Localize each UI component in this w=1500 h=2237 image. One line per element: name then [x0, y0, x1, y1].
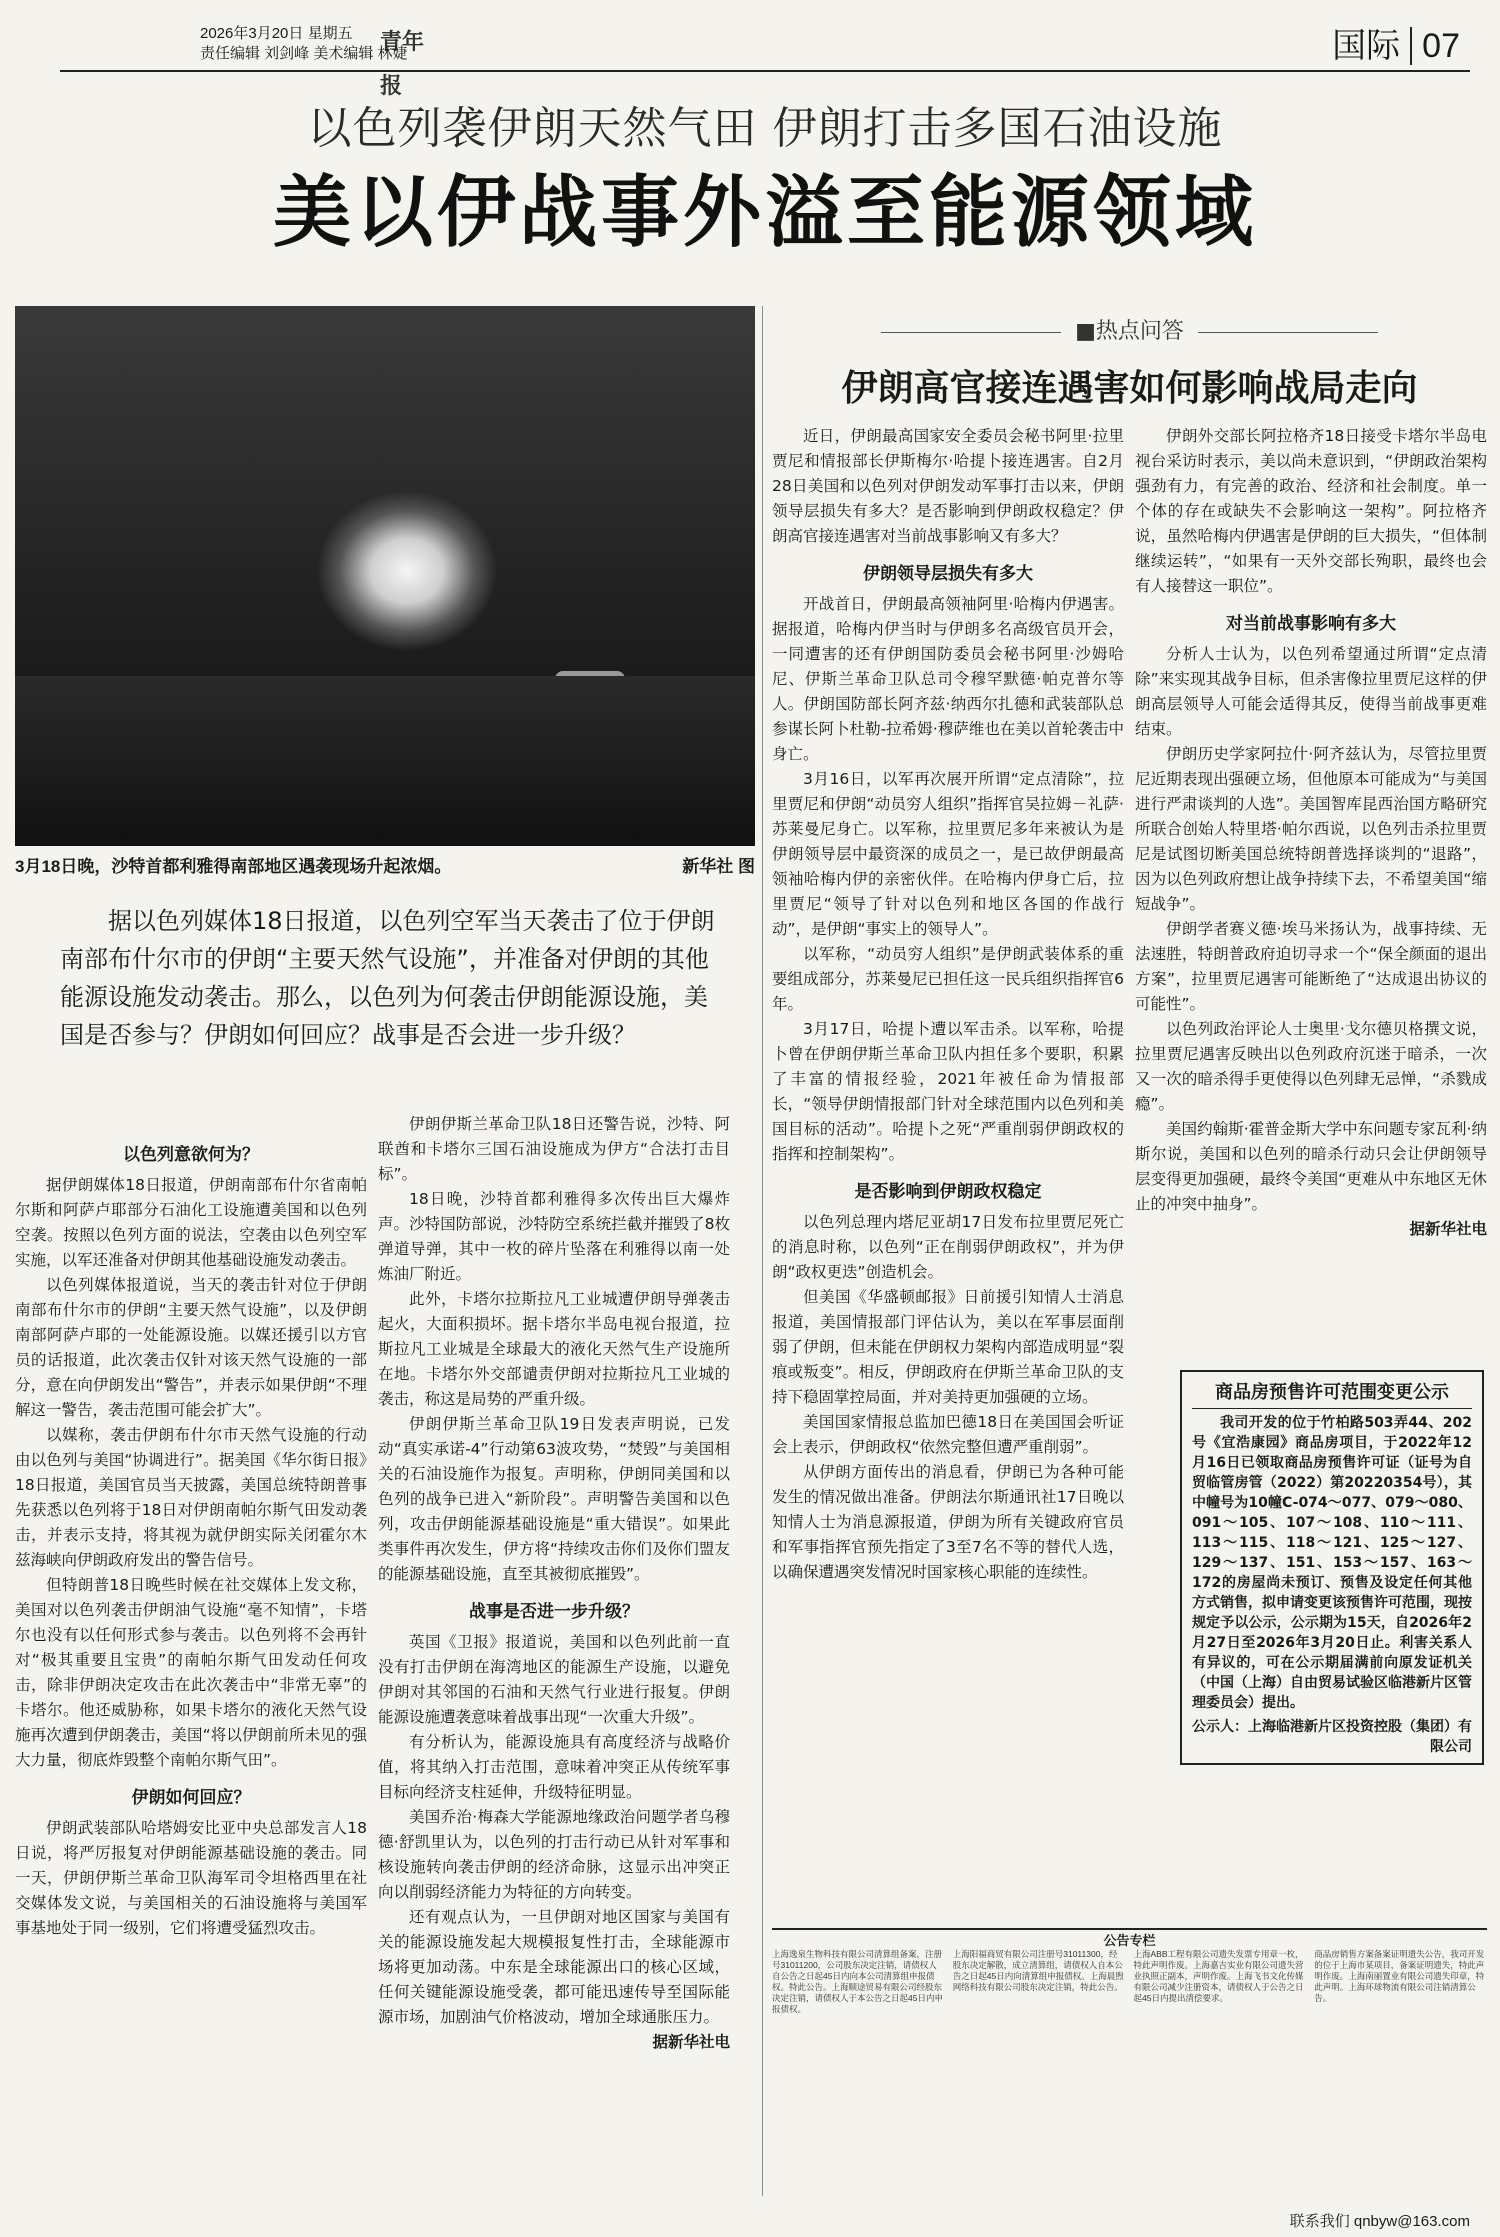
ad-text: 上海逸泉生物科技有限公司清算组备案，注册号31011200，公司股东决定注销，请债权人自公告之日起45日内向本公司清算组申报债权。特此公告。上海顺途贸易有限公司经股东决定注销，请债权人于本公告之日起45日内申报债权。: [772, 1949, 943, 2014]
article-signature: 据新华社电: [652, 2033, 730, 2051]
paragraph: 以媒称，袭击伊朗布什尔市天然气设施的行动由以色列与美国“协调进行”。据美国《华尔街日报》18日报道，美国官员当天披露，美国总统特朗普事先获悉以色列将于18日对伊朗南帕尔斯气田发动袭击，并表示支持，将其视为就伊朗实际关闭霍尔木兹海峡向伊朗政府发出的警告信号。: [15, 1426, 367, 1569]
section-heading: 伊朗如何回应？: [131, 1788, 251, 1808]
article-left-col1: [15, 1130, 367, 2190]
notice-signature: 公示人：上海临港新片区投资控股（集团）有限公司: [1192, 1719, 1472, 1755]
ads-column: [1314, 1949, 1487, 2017]
paragraph: 开战首日，伊朗最高领袖阿里·哈梅内伊遇害。据报道，哈梅内伊当时与伊朗多名高级官员开会，一同遭害的还有伊朗国防委员会秘书阿里·沙姆哈尼、伊斯兰革命卫队总司令穆罕默德·帕克普尔等人。伊朗国防部长阿齐兹·纳西尔扎德和武装部队总参谋长阿卜杜勒-拉希姆·穆萨维也在美以首轮袭击中身亡。: [772, 595, 1124, 763]
paragraph: 3月17日，哈提卜遭以军击杀。以军称，哈提卜曾在伊朗伊斯兰革命卫队内担任多个要职，积累了丰富的情报经验，2021年被任命为情报部长，“领导伊朗情报部门针对全球范围内以色列和美国目标的活动”。哈提卜之死“严重削弱伊朗政权的指挥和控制架构”。: [772, 1020, 1124, 1163]
section-heading: 是否影响到伊朗政权稳定: [854, 1182, 1042, 1202]
ads-column: [1134, 1949, 1307, 2017]
paragraph: 以军称，“动员穷人组织”是伊朗武装体系的重要组成部分，苏莱曼尼已担任这一民兵组织指挥官6年。: [772, 945, 1124, 1013]
paragraph: 伊朗伊斯兰革命卫队18日还警告说，沙特、阿联酋和卡塔尔三国石油设施成为伊方“合法打击目标”。: [378, 1115, 730, 1183]
issue-date: 2026年3月20日 星期五: [200, 25, 353, 42]
paragraph: 美国国家情报总监加巴德18日在美国国会听证会上表示，伊朗政权“依然完整但遭严重削弱”。: [772, 1413, 1124, 1456]
paragraph: 以色列媒体报道说，当天的袭击针对位于伊朗南部布什尔市的伊朗“主要天然气设施”，以及伊朗南部阿萨卢耶的一处能源设施。以媒还援引以方官员的话报道，此次袭击仅针对该天然气设施的一部分，意在向伊朗发出“警告”，并表示如果伊朗“不理解这一警告，袭击范围可能会扩大”。: [15, 1276, 367, 1419]
footer-contact: 联系我们 qnbyw@163.com: [1289, 2213, 1470, 2230]
paragraph: 美国乔治·梅森大学能源地缘政治问题学者乌穆德·舒凯里认为，以色列的打击行动已从针对军事和核设施转向袭击伊朗的经济命脉，这显示出冲突正向以削弱经济能力为特征的方向转变。: [378, 1808, 730, 1901]
caption-text: 3月18日晚，沙特首都利雅得南部地区遇袭现场升起浓烟。: [15, 857, 452, 876]
ad-text: 商品房销售方案备案证明遗失公告，我司开发的位于上海市某项目，备案证明遗失，特此声明作废。上海南丽置业有限公司遗失印章，特此声明。上海环球物流有限公司注销清算公告。: [1314, 1949, 1485, 2003]
photo-credit: 新华社 图: [682, 857, 755, 876]
classified-ads: [772, 1928, 1487, 2202]
ad-text: 上海阳福商贸有限公司注册号31011300，经股东决定解散，成立清算组，请债权人自本公告之日起45日内向清算组申报债权。上海晨煦网络科技有限公司股东决定注销，特此公告。: [952, 1949, 1124, 1992]
paragraph: 以色列总理内塔尼亚胡17日发布拉里贾尼死亡的消息时称，以色列“正在削弱伊朗政权”，并为伊朗“政权更迭”创造机会。: [772, 1213, 1124, 1281]
paragraph: 3月16日，以军再次展开所谓“定点清除”，拉里贾尼和伊朗“动员穷人组织”指挥官吴拉姆－礼萨·苏莱曼尼身亡。以军称，拉里贾尼多年来被认为是伊朗领导层中最资深的成员之一，是已故伊朗最高领袖哈梅内伊的亲密伙伴。在哈梅内伊身亡后，拉里贾尼“领导了针对以色列和地区各国的作战行动”，是伊朗“事实上的领导人”。: [772, 770, 1124, 938]
section-heading: 对当前战事影响有多大: [1226, 614, 1396, 634]
paragraph: 此外，卡塔尔拉斯拉凡工业城遭伊朗导弹袭击起火，大面积损坏。据卡塔尔半岛电视台报道，拉斯拉凡工业城是全球最大的液化天然气生产设施所在地。卡塔尔外交部谴责伊朗对拉斯拉凡工业城的袭击，称这是局势的严重升级。: [378, 1290, 730, 1408]
section-name: 国际: [1332, 27, 1401, 65]
paragraph: 伊朗伊斯兰革命卫队19日发表声明说，已发动“真实承诺-4”行动第63波攻势，“焚毁”与美国相关的石油设施作为报复。声明称，伊朗同美国和以色列的战争已进入“新阶段”。声明警告美国和以色列，攻击伊朗能源基础设施是“重大错误”。如果此类事件再次发生，伊方将“持续攻击你们及你们盟友的能源基础设施，直至其被彻底摧毁”。: [378, 1415, 730, 1583]
ad-text: 上海ABB工程有限公司遗失发票专用章一枚，特此声明作废。上海嘉吉实业有限公司遗失营业执照正副本，声明作废。上海飞书文化传媒有限公司减少注册资本，请债权人于公告之日起45日内提出清偿要求。: [1133, 1949, 1304, 2003]
column-divider: [762, 306, 763, 2196]
lead-paragraph: 据以色列媒体18日报道，以色列空军当天袭击了位于伊朗南部布什尔市的伊朗“主要天然气设施”，并准备对伊朗的其他能源设施发动袭击。那么，以色列为何袭击伊朗能源设施，美国是否参与？伊朗如何回应？战事是否会进一步升级？: [60, 907, 715, 1049]
paragraph: 英国《卫报》报道说，美国和以色列此前一直没有打击伊朗在海湾地区的能源生产设施，以避免伊朗对其邻国的石油和天然气行业进行报复。伊朗能源设施遭袭意味着战事出现“一次重大升级”。: [378, 1633, 730, 1726]
newspaper-logo: 青年报: [380, 29, 425, 99]
news-photo: [15, 306, 755, 846]
ads-column: [953, 1949, 1126, 2017]
presale-notice: [1180, 1370, 1484, 1765]
header-rule: [60, 70, 1470, 72]
headline-kicker: 以色列袭伊朗天然气田 伊朗打击多国石油设施: [307, 103, 1223, 154]
paragraph: 分析人士认为，以色列希望通过所谓“定点清除”来实现其战争目标，但杀害像拉里贾尼这样的伊朗高层领导人可能会适得其反，使得当前战事更难结束。: [1135, 645, 1487, 738]
paragraph: 以色列政治评论人士奥里·戈尔德贝格撰文说，拉里贾尼遇害反映出以色列政府沉迷于暗杀，一次又一次的暗杀得手更使得以色列肆无忌惮，“杀戮成瘾”。: [1135, 1020, 1487, 1113]
article-signature: 据新华社电: [1409, 1220, 1487, 1238]
page-number: 07: [1410, 27, 1460, 65]
section-heading: 以色列意欲何为？: [123, 1145, 259, 1165]
column-kicker: ■热点问答: [772, 314, 1487, 345]
ads-column: [772, 1949, 945, 2017]
paragraph: 伊朗武装部队哈塔姆安比亚中央总部发言人18日说，将严厉报复对伊朗能源基础设施的袭击。同一天，伊朗伊斯兰革命卫队海军司令坦格西里在社交媒体发文说，与美国相关的石油设施将与美国军事基地处于同一级别，它们将遭受猛烈攻击。: [15, 1819, 367, 1937]
ads-title: 公告专栏: [1103, 1933, 1156, 1948]
article-right-col2: [1135, 424, 1487, 1344]
paragraph: 有分析认为，能源设施具有高度经济与战略价值，将其纳入打击范围，意味着冲突正从传统军事目标向经济支柱延伸，升级特征明显。: [378, 1733, 730, 1801]
section-heading: 伊朗领导层损失有多大: [863, 564, 1033, 584]
paragraph: 伊朗外交部长阿拉格齐18日接受卡塔尔半岛电视台采访时表示，美以尚未意识到，“伊朗政治架构强劲有力，有完善的政治、经济和社会制度。单一个体的存在或缺失不会影响这一架构”。阿拉格齐说，虽然哈梅内伊遇害是伊朗的巨大损失，“但体制继续运转”，“如果有一天外交部长殉职，最终也会有人接替这一职位”。: [1135, 427, 1487, 595]
section-heading: 战事是否进一步升级？: [469, 1602, 639, 1622]
notice-title: 商品房预售许可范围变更公示: [1192, 1378, 1472, 1409]
paragraph: 从伊朗方面传出的消息看，伊朗已为各种可能发生的情况做出准备。伊朗法尔斯通讯社17日晚以知情人士为消息源报道，伊朗为所有关键政府官员和军事指挥官预先指定了3至7名不等的替代人选，以确保遭遇突发情况时国家核心职能的连续性。: [772, 1463, 1124, 1581]
notice-body: 我司开发的位于竹柏路503弄44、202号《宜浩康园》商品房项目，于2022年12月16日已领取商品房预售许可证（证号为自贸临管房管（2022）第20220354号），其中幢号为10幢C-074～077、079～080、091～105、107～108、110～111、113～115、118～121、125～127、129～137、151、153～157、163～172的房屋尚未预订、预售及设定任何其他方式销售，拟申请变更该预售许可范围，现按规定予以公示，公示期为15天，自2026年2月27日至2026年3月20日止。利害关系人有异议的，可在公示期届满前向原发证机关（中国（上海）自由贸易试验区临港新片区管理委员会）提出。: [1192, 1415, 1472, 1711]
paragraph: 伊朗历史学家阿拉什·阿齐兹认为，尽管拉里贾尼近期表现出强硬立场，但他原本可能成为“与美国进行严肃谈判的人选”。美国智库昆西治国方略研究所联合创始人特里塔·帕尔西说，以色列击杀拉里贾尼是试图切断美国总统特朗普选择谈判的“退路”，因为以色列政府想让战争持续下去，不希望美国“缩短战争”。: [1135, 745, 1487, 913]
article-right-col1: [772, 424, 1124, 1914]
section-label: [1322, 18, 1460, 67]
article-headline: 伊朗高官接连遇害如何影响战局走向: [841, 368, 1418, 409]
paragraph: 伊朗学者赛义德·埃马米扬认为，战事持续、无法速胜，特朗普政府迫切寻求一个“保全颜面的退出方案”，拉里贾尼遇害可能断绝了“达成退出协议的可能性”。: [1135, 920, 1487, 1013]
paragraph: 美国约翰斯·霍普金斯大学中东问题专家瓦利·纳斯尔说，美国和以色列的暗杀行动只会让伊朗领导层变得更加强硬，最终令美国“更难从中东地区无休止的冲突中抽身”。: [1135, 1120, 1487, 1213]
headline-main: 美以伊战事外溢至能源领域: [272, 168, 1257, 258]
page-header: [60, 18, 1460, 99]
paragraph: 18日晚，沙特首都利雅得多次传出巨大爆炸声。沙特国防部说，沙特防空系统拦截并摧毁了8枚弹道导弹，其中一枚的碎片坠落在利雅得以南一处炼油厂附近。: [378, 1190, 730, 1283]
photo-ground: [15, 676, 755, 846]
editors-credit: 责任编辑 刘剑峰 美术编辑 林婕: [200, 45, 408, 62]
paragraph: 但美国《华盛顿邮报》日前援引知情人士消息报道，美国情报部门评估认为，美以在军事层面削弱了伊朗，但未能在伊朗权力架构内部造成明显“裂痕或叛变”。相反，伊朗政府在伊斯兰革命卫队的支持下稳固掌控局面，并对美持更加强硬的立场。: [772, 1288, 1124, 1406]
paragraph: 近日，伊朗最高国家安全委员会秘书阿里·拉里贾尼和情报部长伊斯梅尔·哈提卜接连遇害。自2月28日美国和以色列对伊朗发动军事打击以来，伊朗领导层损失有多大？是否影响到伊朗政权稳定？伊朗高官接连遇害对当前战事影响又有多大？: [772, 427, 1124, 545]
photo-caption: [15, 852, 755, 877]
paragraph: 但特朗普18日晚些时候在社交媒体上发文称，美国对以色列袭击伊朗油气设施“毫不知情”，卡塔尔也没有以任何形式参与袭击。以色列将不会再针对“极其重要且宝贵”的南帕尔斯气田发动任何攻击，除非伊朗决定攻击在此次袭击中“非常无辜”的卡塔尔。他还威胁称，如果卡塔尔的液化天然气设施再次遭到伊朗袭击，美国“将以伊朗前所未见的强大力量，彻底炸毁整个南帕尔斯气田”。: [15, 1576, 367, 1769]
paragraph: 据伊朗媒体18日报道，伊朗南部布什尔省南帕尔斯和阿萨卢耶部分石油化工设施遭美国和以色列空袭。按照以色列方面的说法，空袭由以色列空军实施，以军还准备对伊朗其他基础设施发动袭击。: [15, 1176, 367, 1269]
paragraph: 还有观点认为，一旦伊朗对地区国家与美国有关的能源设施发起大规模报复性打击，全球能源市场将更加动荡。中东是全球能源出口的核心区域，任何关键能源设施受袭，都可能迅速传导至国际能源市场，加剧油气价格波动，增加全球通胀压力。: [378, 1908, 730, 2026]
article-left-col2: [378, 1112, 730, 2192]
